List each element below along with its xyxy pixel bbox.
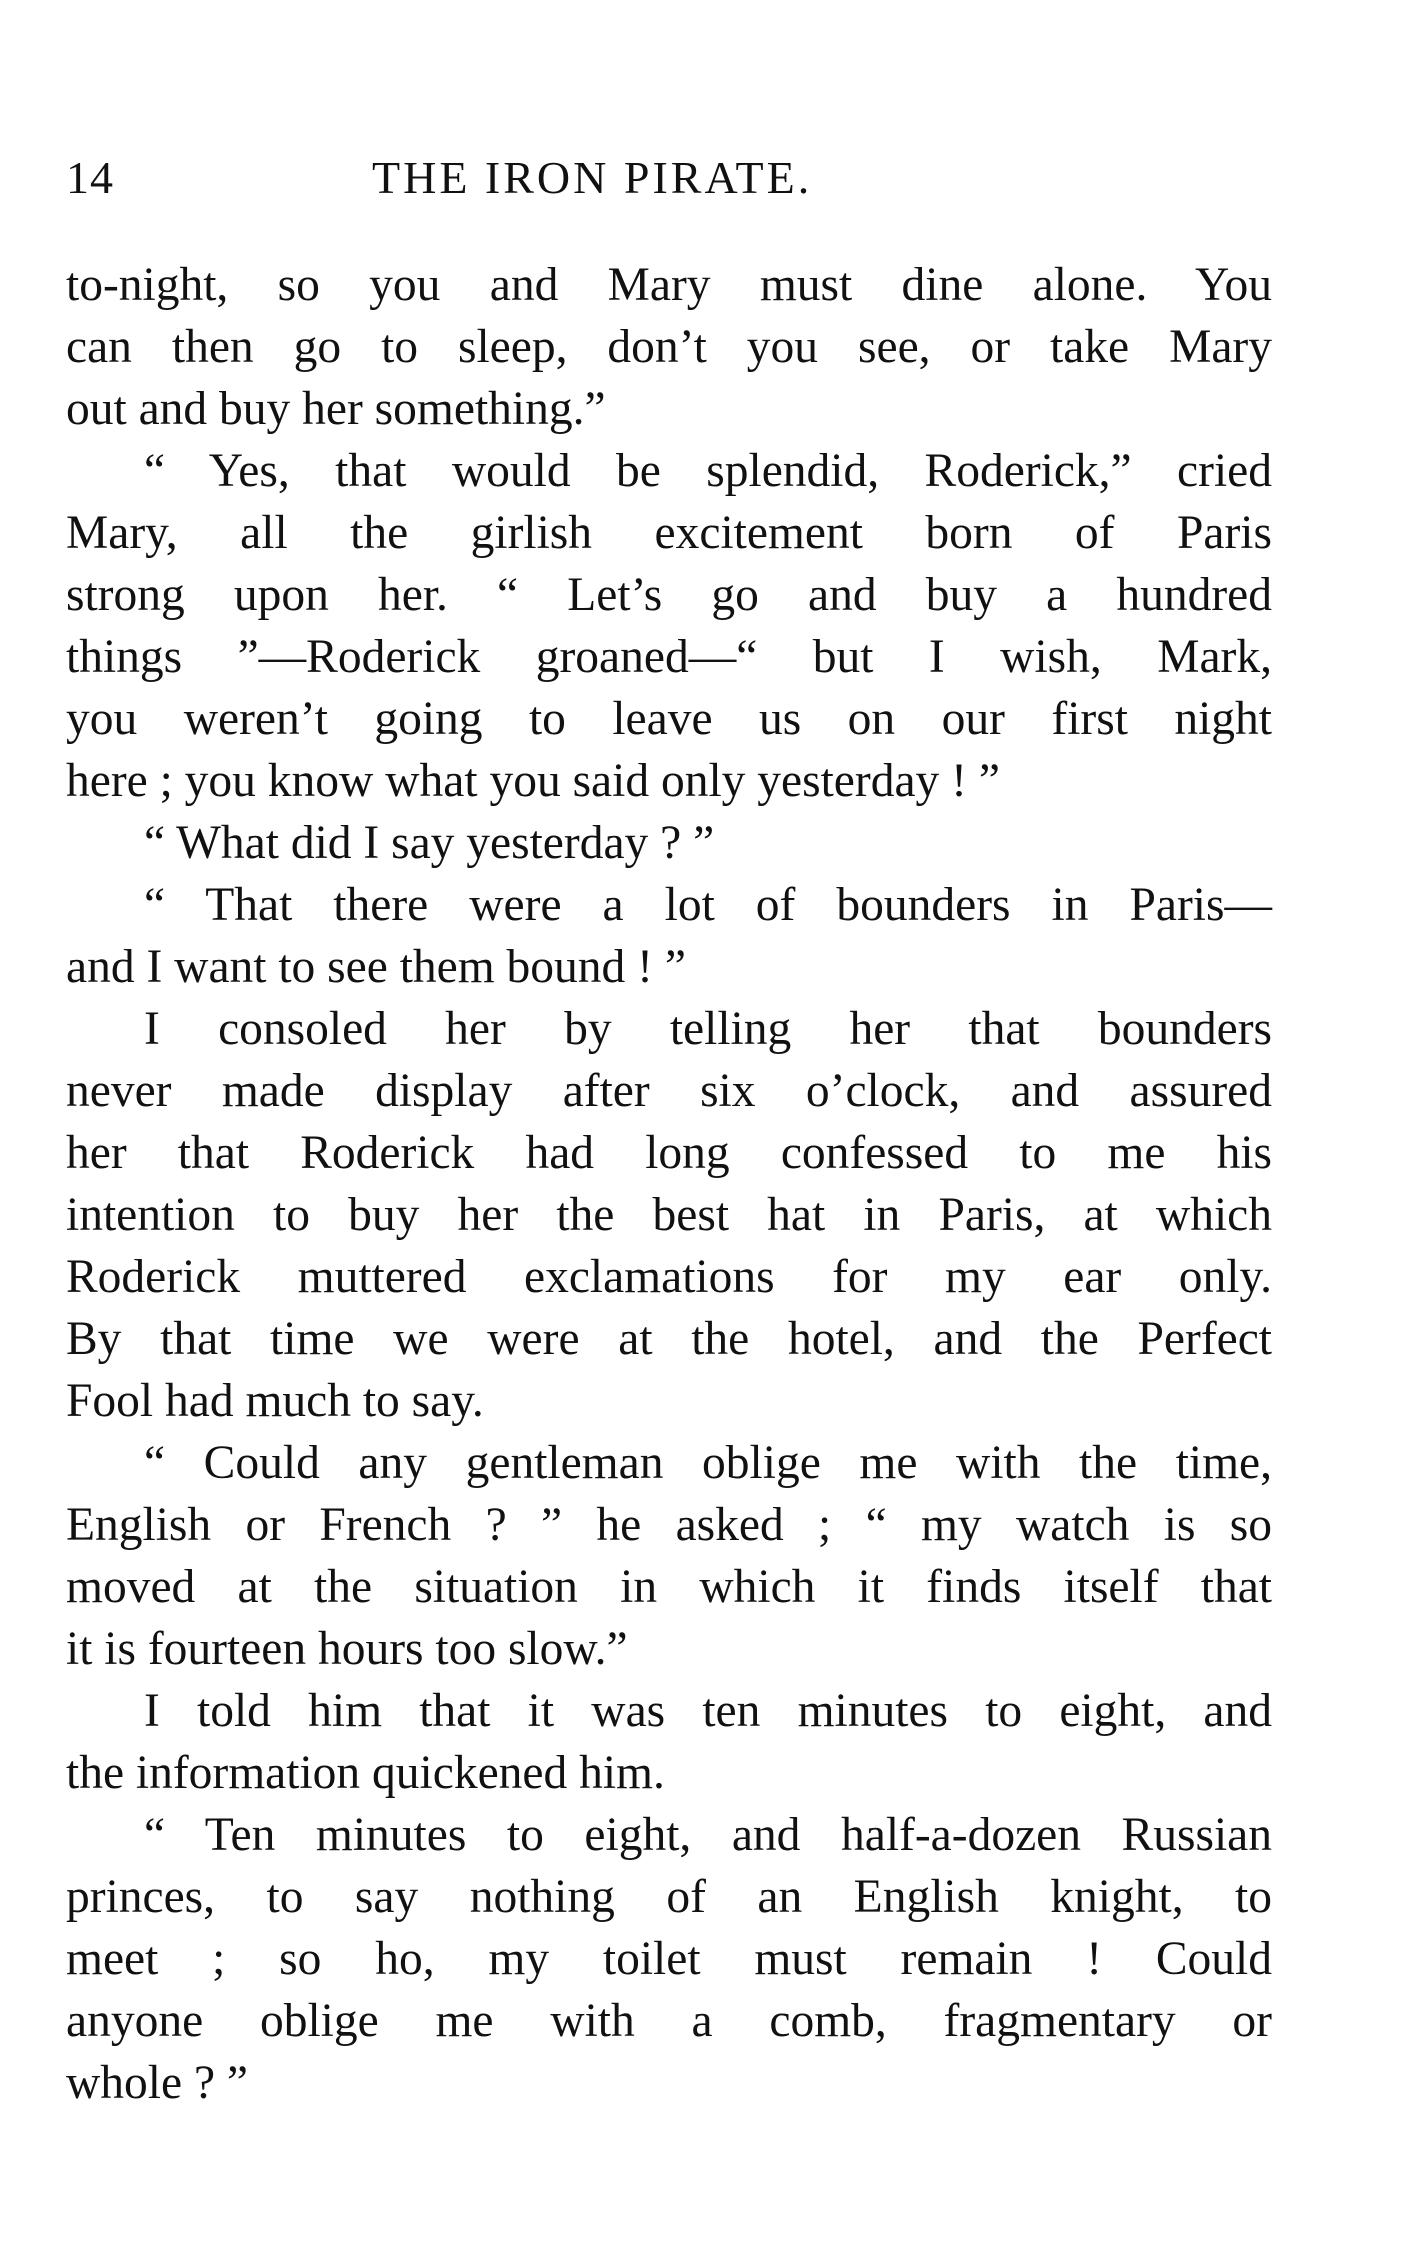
text-line: English or French ? ” he asked ; “ my watch is so: [66, 1499, 1272, 1551]
text-line: strong upon her. “ Let’s go and buy a hundred: [66, 569, 1272, 621]
text-line: the information quickened him.: [66, 1747, 665, 1799]
text-line: her that Roderick had long confessed to me his: [66, 1127, 1272, 1179]
text-line: here ; you know what you said only yesterday ! ”: [66, 755, 1000, 807]
text-line: out and buy her something.”: [66, 383, 606, 435]
text-line: I consoled her by telling her that bounders: [144, 1003, 1272, 1055]
text-line: whole ? ”: [66, 2057, 248, 2109]
text-line: moved at the situation in which it finds itself that: [66, 1561, 1272, 1613]
text-line: and I want to see them bound ! ”: [66, 941, 686, 993]
text-line: “ Could any gentleman oblige me with the time,: [144, 1437, 1272, 1489]
text-line: princes, to say nothing of an English knight, to: [66, 1871, 1272, 1923]
body-text: [66, 254, 1272, 2114]
text-line: Roderick muttered exclamations for my ear only.: [66, 1251, 1272, 1303]
text-line: “ That there were a lot of bounders in Paris—: [144, 879, 1272, 931]
text-line: things ”—Roderick groaned—“ but I wish, Mark,: [66, 631, 1272, 683]
text-line: to-night, so you and Mary must dine alone. You: [66, 259, 1272, 311]
text-line: Fool had much to say.: [66, 1375, 484, 1427]
text-line: meet ; so ho, my toilet must remain ! Could: [66, 1933, 1272, 1985]
text-line: By that time we were at the hotel, and the Perfect: [66, 1313, 1272, 1365]
running-head: [66, 148, 1272, 208]
page-number: 14: [66, 152, 114, 203]
running-title: THE IRON PIRATE.: [372, 152, 813, 203]
text-line: intention to buy her the best hat in Paris, at which: [66, 1189, 1272, 1241]
text-line: it is fourteen hours too slow.”: [66, 1623, 628, 1675]
text-line: can then go to sleep, don’t you see, or take Mary: [66, 321, 1272, 373]
text-line: I told him that it was ten minutes to eight, and: [144, 1685, 1272, 1737]
text-line: you weren’t going to leave us on our first night: [66, 693, 1272, 745]
text-line: Mary, all the girlish excitement born of Paris: [66, 507, 1272, 559]
text-line: “ Yes, that would be splendid, Roderick,” cried: [144, 445, 1272, 497]
text-line: “ What did I say yesterday ? ”: [144, 817, 715, 869]
text-line: anyone oblige me with a comb, fragmentary or: [66, 1995, 1272, 2047]
text-line: “ Ten minutes to eight, and half-a-dozen Russian: [144, 1809, 1272, 1861]
text-line: never made display after six o’clock, and assured: [66, 1065, 1272, 1117]
